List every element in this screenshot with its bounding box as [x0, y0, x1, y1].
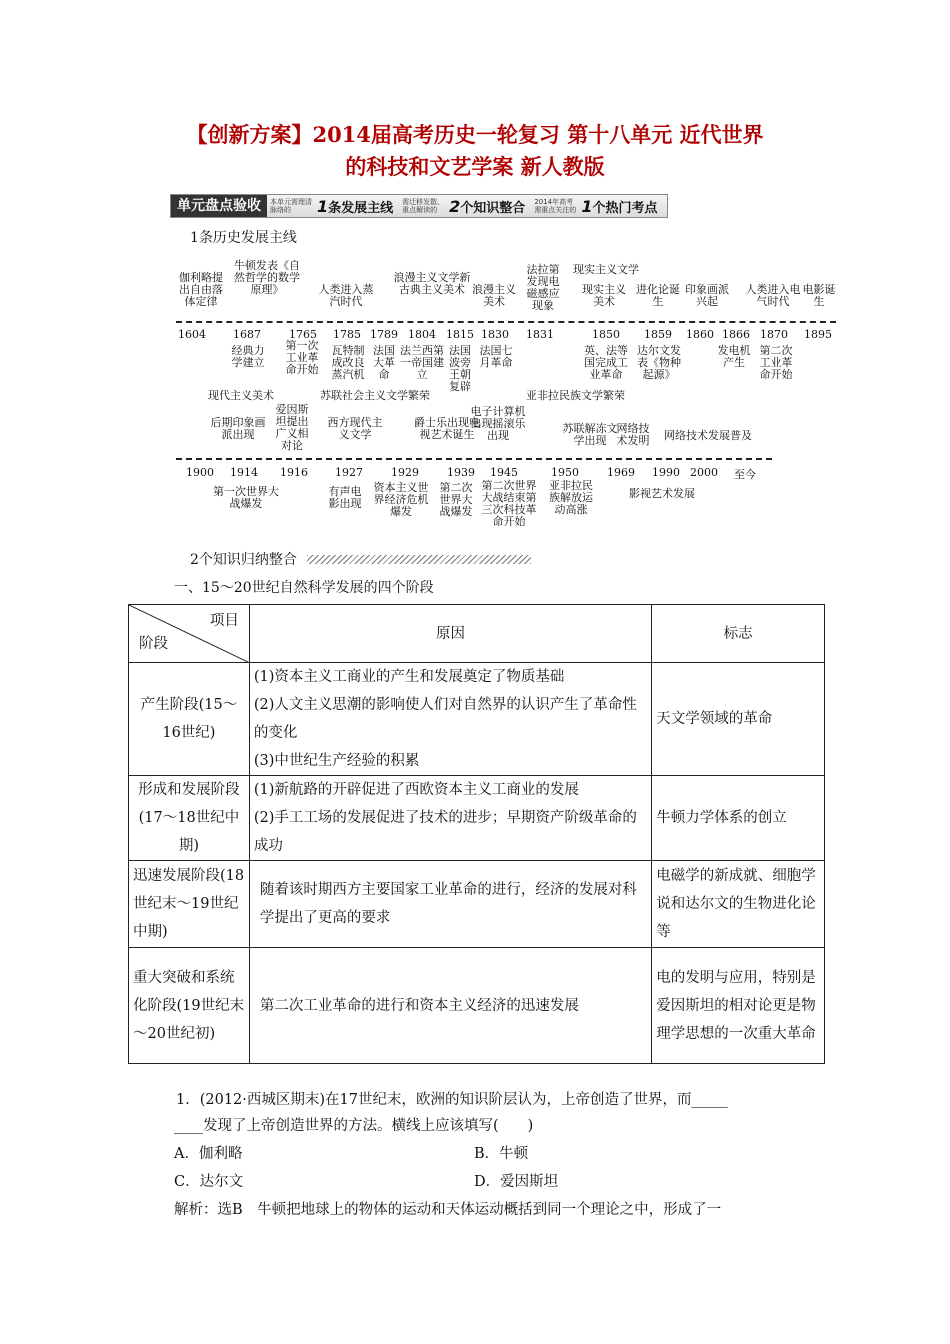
timeline-1-year: 1815 [446, 328, 474, 341]
option-b: B．牛顿 [474, 1146, 529, 1162]
banner-num-2: 2 [449, 196, 461, 216]
timeline-2-below: 资本主义世界经济危机爆发 [373, 481, 429, 518]
section-heading-1: 1条历史发展主线 [190, 230, 297, 246]
timeline-1-year: 1831 [526, 328, 554, 341]
timeline-2-year: 1990 [652, 466, 680, 479]
timeline-1-below: 法国七月革命 [479, 344, 513, 369]
stage-cell: 迅速发展阶段(18世纪末～19世纪中期) [129, 861, 250, 948]
timeline-2-year: 1927 [335, 466, 363, 479]
banner-label-2: 个知识整合 [460, 200, 526, 216]
timeline-1-year: 1785 [333, 328, 361, 341]
timeline-2-below: 第一次世界大战爆发 [213, 485, 279, 510]
timeline-1-year: 1895 [804, 328, 832, 341]
timeline-1-above: 牛顿发表《自然哲学的数学原理》 [234, 259, 300, 296]
cause-line: 随着该时期西方主要国家工业革命的进行，经济的发展对科学提出了更高的要求 [259, 882, 637, 926]
cause-line: (1)新航路的开辟促进了西欧资本主义工商业的发展 [253, 782, 579, 798]
page-title-line1: 【创新方案】2014届高考历史一轮复习 第十八单元 近代世界 [186, 122, 764, 147]
timeline-2-year: 1916 [280, 466, 308, 479]
timeline-1-year: 1850 [592, 328, 620, 341]
timeline-2-year: 2000 [690, 466, 718, 479]
timeline-1-above: 法拉第发现电磁感应现象 [526, 263, 560, 312]
timeline-2-axis [176, 458, 772, 460]
timeline-1-below: 瓦特制成改良蒸汽机 [331, 344, 365, 381]
timeline-2-year: 1900 [186, 466, 214, 479]
timeline-2-above: 苏联解冻文学出现 [562, 422, 618, 447]
timeline-1-below: 法国大革命 [373, 344, 395, 381]
timeline-1-above: 现实主义文学 [573, 263, 639, 276]
timeline-1-above: 现实主义美术 [582, 283, 626, 308]
cause-line: (2)手工工场的发展促进了技术的进步；早期资产阶级革命的成功 [253, 810, 637, 854]
table-row [129, 861, 825, 948]
option-a: A．伽利略 [174, 1146, 243, 1162]
timeline-2-year: 1950 [551, 466, 579, 479]
timeline-1-above: 伽利略提出自由落体定律 [179, 271, 223, 308]
timeline-1-below: 发电机产生 [717, 344, 751, 369]
timeline-1-year: 1870 [760, 328, 788, 341]
timeline-1-below: 法兰西第一帝国建立 [400, 344, 444, 381]
diagonal-header-cell [129, 605, 250, 663]
cause-cell [249, 776, 651, 861]
question-line-1: 1．(2012·西城区期末)在17世纪末，欧洲的知识阶层认为，上帝创造了世界，而_____ [176, 1092, 728, 1108]
cause-line: 第二次工业革命的进行和资本主义经济的迅速发展 [259, 997, 579, 1014]
timeline-1-year: 1866 [722, 328, 750, 341]
timeline-1-year: 1830 [481, 328, 509, 341]
header-cause: 原因 [249, 605, 651, 663]
mark-cell: 电磁学的新成就、细胞学说和达尔文的生物进化论等 [652, 861, 825, 948]
table-row [129, 663, 825, 776]
timeline-1-above: 浪漫主义美术 [472, 283, 516, 308]
timeline-2-below: 第二次世界大战结束第三次科技革命开始 [481, 479, 537, 528]
table-row [129, 948, 825, 1064]
timeline-1-above: 进化论诞生 [636, 283, 680, 308]
timeline-2-year: 至今 [734, 468, 756, 481]
cause-line: (1)资本主义工商业的产生和发展奠定了物质基础 [253, 669, 565, 685]
timeline-2-year: 1969 [607, 466, 635, 479]
timeline-1-above: 电影诞生 [802, 283, 836, 308]
page-title-line2: 的科技和文艺学案 新人教版 [345, 154, 605, 179]
cause-line: (3)中世纪生产经验的积累 [253, 753, 420, 769]
timeline-1-year: 1789 [370, 328, 398, 341]
timeline-1-year: 1765 [289, 328, 317, 341]
hatch-decoration [307, 555, 531, 564]
timeline-2-year: 1939 [447, 466, 475, 479]
unit-banner [170, 194, 668, 218]
timeline-1-below: 达尔文发表《物种起源》 [637, 344, 681, 381]
option-d: D．爱因斯坦 [474, 1174, 559, 1190]
banner-main: 单元盘点验收 [171, 195, 267, 217]
timeline-2-above: 现代主义美术 [208, 389, 274, 402]
timeline-1-year: 1604 [178, 328, 206, 341]
timeline-2-above: 爵士乐出现电视艺术诞生 [414, 416, 480, 441]
timeline-2-below: 有声电影出现 [328, 485, 362, 510]
timeline-2-below: 亚非拉民族解放运动高涨 [549, 479, 593, 516]
subtitle: 一、15～20世纪自然科学发展的四个阶段 [174, 580, 434, 596]
banner-label-1: 条发展主线 [328, 200, 394, 216]
timeline-1-above: 浪漫主义文学新古典主义美术 [393, 271, 471, 296]
timeline-2-above: 网络技术发展普及 [664, 429, 752, 442]
science-stages-table [128, 604, 825, 1064]
header-mark: 标志 [652, 605, 825, 663]
timeline-2-year: 1929 [391, 466, 419, 479]
timeline-2-above: 爱因斯坦提出广义相对论 [275, 403, 309, 452]
timeline-2-above: 苏联社会主义文学繁荣 [320, 389, 430, 402]
timeline-2-year: 1945 [490, 466, 518, 479]
timeline-1-year: 1687 [233, 328, 261, 341]
timeline-1-below: 法国波旁王朝复辟 [449, 344, 471, 393]
banner-note-3: 2014年高考需重点关注的 [534, 198, 577, 214]
cause-cell [249, 663, 651, 776]
timeline-1-year: 1860 [686, 328, 714, 341]
timeline-1-below: 第一次工业革命开始 [285, 339, 319, 376]
banner-num-1: 1 [317, 196, 329, 216]
mark-cell: 电的发明与应用，特别是爱因斯坦的相对论更是物理学思想的一次重大革命 [652, 948, 825, 1064]
table-row [129, 776, 825, 861]
stage-cell: 形成和发展阶段(17～18世纪中期) [129, 776, 250, 861]
section-heading-2-text: 2个知识归纳整合 [190, 552, 297, 568]
cause-cell [249, 948, 651, 1064]
timeline-1-year: 1859 [644, 328, 672, 341]
question-line-2: ____发现了上帝创造世界的方法。横线上应该填写( ) [174, 1118, 534, 1134]
timeline-1-above: 印象画派兴起 [685, 283, 729, 308]
timeline-1-axis [176, 321, 836, 323]
banner-note-1: 本单元需理清脉络的 [270, 198, 312, 214]
analysis-text: 解析：选B 牛顿把地球上的物体的运动和天体运动概括到同一个理论之中，形成了一 [174, 1202, 722, 1218]
banner-note-2: 需迁移发散、重点解读的 [402, 198, 445, 214]
cause-line: (2)人文主义思潮的影响使人们对自然界的认识产生了革命性的变化 [253, 697, 637, 741]
timeline-2-year: 1914 [230, 466, 258, 479]
timeline-2-below: 第二次世界大战爆发 [439, 481, 473, 518]
cause-cell [249, 861, 651, 948]
timeline-1-year: 1804 [408, 328, 436, 341]
timeline-2-above: 电子计算机出现摇滚乐出现 [470, 405, 526, 442]
banner-label-3: 个热门考点 [592, 200, 658, 216]
section-heading-2 [190, 549, 531, 569]
timeline-2-above: 网络技术发明 [616, 422, 650, 447]
stage-cell: 产生阶段(15～16世纪) [129, 663, 250, 776]
timeline-1-above: 人类进入电气时代 [745, 283, 801, 308]
banner-num-3: 1 [581, 196, 593, 216]
mark-cell: 天文学领域的革命 [652, 663, 825, 776]
mark-cell: 牛顿力学体系的创立 [652, 776, 825, 861]
timeline-1-below: 英、法等国完成工业革命 [584, 344, 628, 381]
header-item: 项目 [209, 613, 239, 629]
timeline-2-above: 后期印象画派出现 [210, 416, 266, 441]
timeline-1-below: 第二次工业革命开始 [759, 344, 793, 381]
timeline-2-below: 影视艺术发展 [629, 487, 695, 500]
timeline-1-above: 人类进入蒸汽时代 [318, 283, 374, 308]
timeline-1-below: 经典力学建立 [231, 344, 265, 369]
table-header-row [129, 605, 825, 663]
header-stage: 阶段 [139, 636, 168, 652]
timeline-2-above: 西方现代主义文学 [327, 416, 383, 441]
option-c: C．达尔文 [174, 1174, 244, 1190]
stage-cell: 重大突破和系统化阶段(19世纪末～20世纪初) [129, 948, 250, 1064]
timeline-2-above: 亚非拉民族文学繁荣 [526, 389, 625, 402]
